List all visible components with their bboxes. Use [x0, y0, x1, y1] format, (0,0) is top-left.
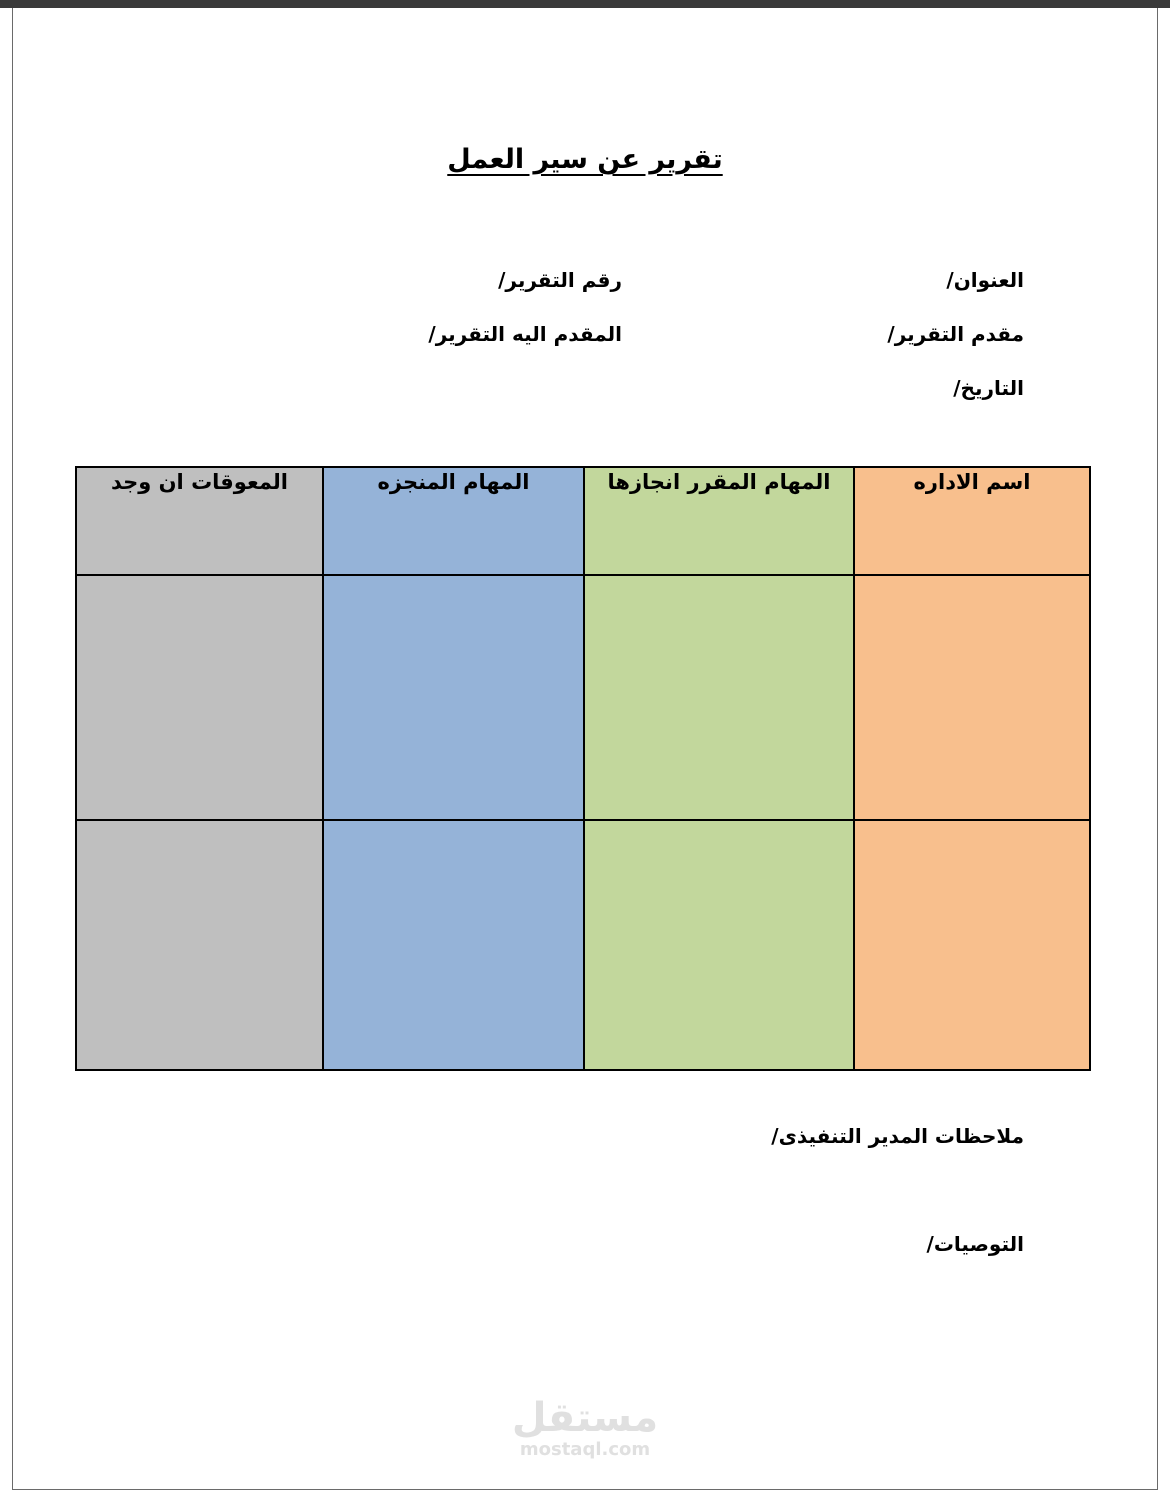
director-notes-label: ملاحظات المدير التنفيذى/ — [771, 1124, 1024, 1148]
watermark-logo: مستقل — [511, 1395, 659, 1441]
viewer-top-bar — [0, 0, 1170, 8]
header-obstacles: المعوقات ان وجد — [76, 467, 323, 575]
header-department-name: اسم الاداره — [854, 467, 1090, 575]
subject-label: العنوان/ — [946, 268, 1024, 292]
submitted-by-label: مقدم التقرير/ — [887, 322, 1024, 346]
cell-department-name[interactable] — [854, 820, 1090, 1070]
table-row — [76, 575, 1090, 820]
cell-completed-tasks[interactable] — [323, 820, 584, 1070]
watermark-url: mostaql.com — [519, 1439, 651, 1460]
cell-obstacles[interactable] — [76, 575, 323, 820]
report-number-label: رقم التقرير/ — [498, 268, 622, 292]
cell-planned-tasks[interactable] — [584, 575, 854, 820]
submitted-to-label: المقدم اليه التقرير/ — [428, 322, 622, 346]
header-planned-tasks: المهام المقرر انجازها — [584, 467, 854, 575]
table-header-row — [76, 467, 1090, 575]
recommendations-label: التوصيات/ — [926, 1232, 1024, 1256]
cell-planned-tasks[interactable] — [584, 820, 854, 1070]
mostaql-watermark — [500, 1396, 670, 1460]
cell-completed-tasks[interactable] — [323, 575, 584, 820]
cell-obstacles[interactable] — [76, 820, 323, 1070]
document-title: تقرير عن سير العمل — [447, 144, 723, 175]
table-row — [76, 820, 1090, 1070]
date-label: التاريخ/ — [953, 376, 1024, 400]
header-completed-tasks: المهام المنجزه — [323, 467, 584, 575]
cell-department-name[interactable] — [854, 575, 1090, 820]
work-report-table — [75, 466, 1091, 1071]
